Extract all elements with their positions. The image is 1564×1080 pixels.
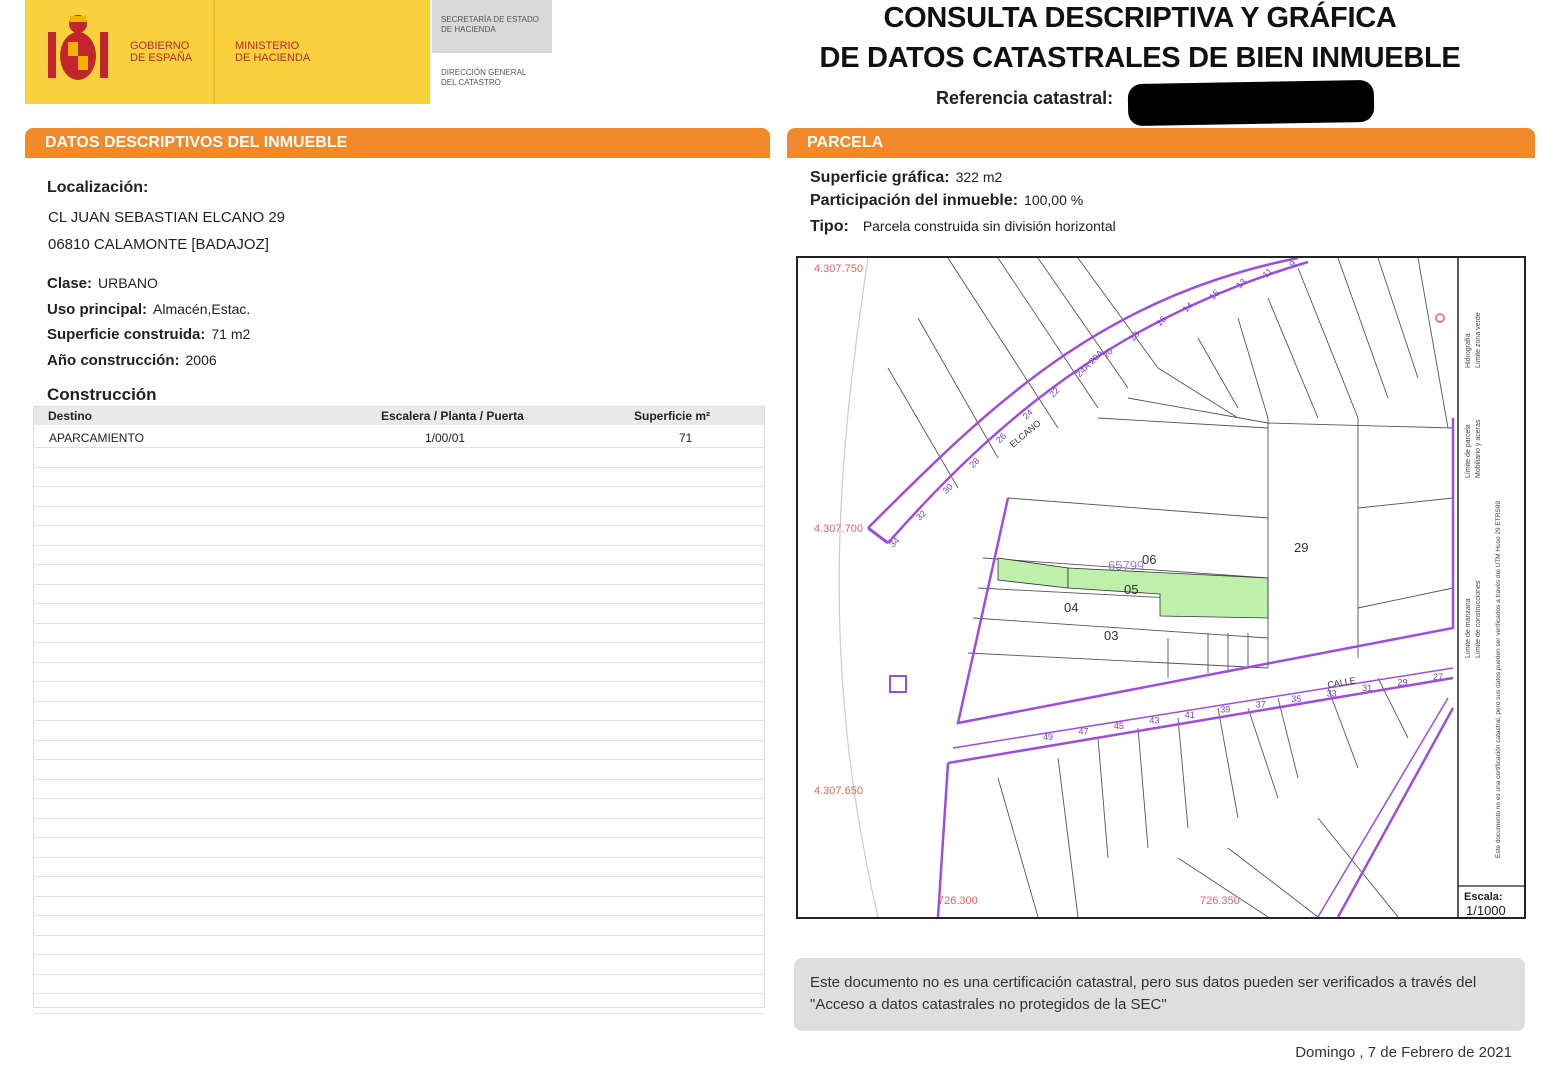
table-grid-line [34, 974, 764, 975]
house-number: 9 [1287, 258, 1298, 270]
house-number: 14 [1180, 300, 1195, 315]
house-number: 27 [1433, 672, 1444, 682]
table-grid-line [34, 525, 764, 526]
parcel-05: 05 [1124, 582, 1139, 597]
house-number: 20 [1100, 346, 1115, 361]
house-number: 22 [1047, 385, 1062, 400]
table-grid-line [34, 681, 764, 682]
house-number: 18 [1127, 329, 1142, 344]
page-title-line2: DE DATOS CATASTRALES DE BIEN INMUEBLE [819, 42, 1461, 74]
uso-value: Almacén,Estac. [153, 301, 251, 317]
table-grid-line [34, 740, 764, 741]
legend-note: Este documento no es una certificación catastral, pero sus datos pueden ser verificados a través del UTM Huso 29 ETRS89 [1495, 501, 1502, 858]
house-number: 11 [1260, 266, 1275, 280]
direction-text-1: DIRECCIÓN GENERAL [441, 68, 527, 77]
table-grid-line [34, 545, 764, 546]
house-number: 33 [1326, 688, 1337, 699]
anio-row [47, 352, 217, 369]
table-grid-line [34, 662, 764, 663]
participacion-label: Participación del inmueble: [810, 192, 1019, 209]
table-grid-line [34, 837, 764, 838]
uso-row [47, 301, 250, 318]
table-grid-line [34, 720, 764, 721]
table-grid-line [34, 857, 764, 858]
table-grid-line [34, 779, 764, 780]
house-numbers-bottom [1043, 672, 1443, 742]
house-number: 29 [1397, 677, 1408, 688]
superficie-row [47, 326, 250, 343]
sup-grafica-label: Superficie gráfica: [810, 169, 950, 186]
clase-row [47, 275, 158, 292]
cell-destino: APARCAMIENTO [49, 431, 144, 445]
legend-3: Hidrografía [1465, 333, 1472, 368]
legend-4: Límite de construcciones [1475, 580, 1482, 658]
sup-grafica-value: 322 m2 [955, 169, 1003, 185]
clase-value: URBANO [98, 275, 158, 291]
house-number: 24 [1020, 407, 1035, 422]
coat-of-arms-icon [40, 12, 116, 90]
house-number: 32 [914, 508, 929, 523]
col-superficie: Superficie m² [634, 409, 711, 423]
coord-x1: 726.300 [938, 895, 978, 907]
tipo-value: Parcela construida sin división horizontal [862, 218, 1116, 234]
superficie-label: Superficie construida: [47, 326, 206, 343]
construction-title: Construcción [47, 385, 157, 404]
table-grid-line [34, 701, 764, 702]
house-number: 39 [1220, 704, 1231, 715]
house-number: 45 [1113, 721, 1124, 732]
reference-label: Referencia catastral: [936, 88, 1114, 108]
table-grid-line [34, 467, 764, 468]
table-grid-line [34, 1013, 764, 1014]
table-grid-line [34, 896, 764, 897]
house-number: 13 [1234, 276, 1249, 291]
ministry-text-1: MINISTERIO [235, 40, 300, 52]
table-grid-line [34, 935, 764, 936]
table-grid-line [34, 915, 764, 916]
scale-value: 1/1000 [1466, 903, 1506, 917]
location-label: Localización: [47, 179, 149, 196]
table-grid-line [34, 642, 764, 643]
table-grid-line [34, 506, 764, 507]
table-grid-line [34, 759, 764, 760]
document-date: Domingo , 7 de Febrero de 2021 [1295, 1044, 1512, 1061]
house-number: 15 [1207, 287, 1222, 302]
table-grid-line [34, 603, 764, 604]
table-row [34, 427, 764, 447]
descriptive-data-header: DATOS DESCRIPTIVOS DEL INMUEBLE [25, 128, 770, 158]
construction-table [33, 406, 765, 1008]
col-destino: Destino [48, 409, 93, 423]
house-number: 34 [887, 535, 902, 550]
table-grid-line [34, 876, 764, 877]
table-grid-line [34, 447, 764, 448]
block-id: 65799 [1108, 558, 1145, 573]
government-logo-block [25, 0, 430, 104]
house-number: 16 [1154, 313, 1169, 329]
parcel-header: PARCELA [787, 128, 1535, 158]
coord-y3: 4.307.650 [814, 785, 863, 797]
parcel-03: 03 [1104, 628, 1119, 643]
cell-superficie: 71 [679, 431, 693, 445]
direction-text-2: DEL CATASTRO [441, 78, 501, 87]
cell-escalera: 1/00/01 [425, 431, 466, 445]
ministry-text-2: DE HACIENDA [235, 52, 311, 64]
redacted-reference [1128, 80, 1375, 126]
table-grid-line [34, 818, 764, 819]
superficie-value: 71 m2 [211, 326, 251, 342]
direction-block [441, 68, 526, 88]
house-number: 43 [1149, 715, 1160, 726]
anio-label: Año construcción: [47, 352, 180, 369]
secretariat-text-2: DE HACIENDA [441, 25, 496, 34]
table-grid-line [34, 584, 764, 585]
logo-divider [213, 0, 215, 104]
coord-y2: 4.307.700 [814, 523, 863, 535]
house-number: 30 [940, 481, 955, 496]
uso-label: Uso principal: [47, 301, 148, 318]
legend-2: Límite de parcela [1465, 424, 1472, 478]
coord-x2: 726.350 [1200, 895, 1240, 907]
secretariat-text-1: SECRETARÍA DE ESTADO [441, 15, 539, 24]
house-number: 31 [1362, 682, 1373, 693]
address-line-2: 06810 CALAMONTE [BADAJOZ] [48, 236, 269, 253]
gov-text-2: DE ESPAÑA [130, 52, 193, 64]
map-legend [1465, 312, 1502, 858]
address-line-1: CL JUAN SEBASTIAN ELCANO 29 [48, 209, 286, 226]
col-escalera: Escalera / Planta / Puerta [381, 409, 524, 423]
street-label-calle: CALLE [1326, 675, 1357, 690]
house-number: 49 [1043, 732, 1054, 742]
legend-5: Mobiliario y aceras [1475, 419, 1482, 478]
scale-label: Escala: [1464, 891, 1503, 903]
parcel-04: 04 [1064, 600, 1079, 615]
tipo-row [810, 218, 1116, 236]
house-number: 26 [994, 430, 1009, 446]
house-numbers-top [887, 259, 1298, 550]
legend-6: Límite zona verde [1475, 312, 1482, 368]
table-grid-line [34, 798, 764, 799]
gov-text-1: GOBIERNO [130, 40, 190, 52]
table-grid-line [34, 486, 764, 487]
house-number: 47 [1078, 726, 1089, 737]
page-title-line1: CONSULTA DESCRIPTIVA Y GRÁFICA [883, 2, 1397, 34]
cadastral-map[interactable] [796, 256, 1526, 919]
house-number: 41 [1184, 710, 1195, 721]
coord-y1: 4.307.750 [814, 263, 863, 275]
participacion-row [810, 192, 1083, 210]
table-header [34, 407, 764, 425]
house-number: 37 [1255, 699, 1266, 710]
disclaimer-note: Este documento no es una certificación catastral, pero sus datos pueden ser verificados a través del "Acceso a datos catastrales no protegidos de la SEC" [794, 958, 1525, 1031]
anio-value: 2006 [185, 352, 217, 368]
parcel-29: 29 [1294, 540, 1309, 555]
legend-1: Límite de manzana [1465, 598, 1472, 658]
table-grid-line [34, 993, 764, 994]
clase-label: Clase: [47, 275, 93, 292]
table-grid-line [34, 954, 764, 955]
sup-grafica-row [810, 169, 1002, 187]
participacion-value: 100,00 % [1024, 192, 1084, 208]
table-grid-line [34, 623, 764, 624]
table-grid-line [34, 564, 764, 565]
tipo-label: Tipo: [810, 218, 849, 235]
house-number: 24A 20A [1074, 347, 1106, 380]
secretariat-block [432, 0, 552, 53]
house-number: 35 [1291, 693, 1302, 704]
map-drawing [798, 258, 1524, 917]
street-label-elcano: ELCANO [1007, 418, 1043, 450]
parcel-06: 06 [1142, 552, 1157, 567]
house-number: 28 [967, 455, 982, 470]
